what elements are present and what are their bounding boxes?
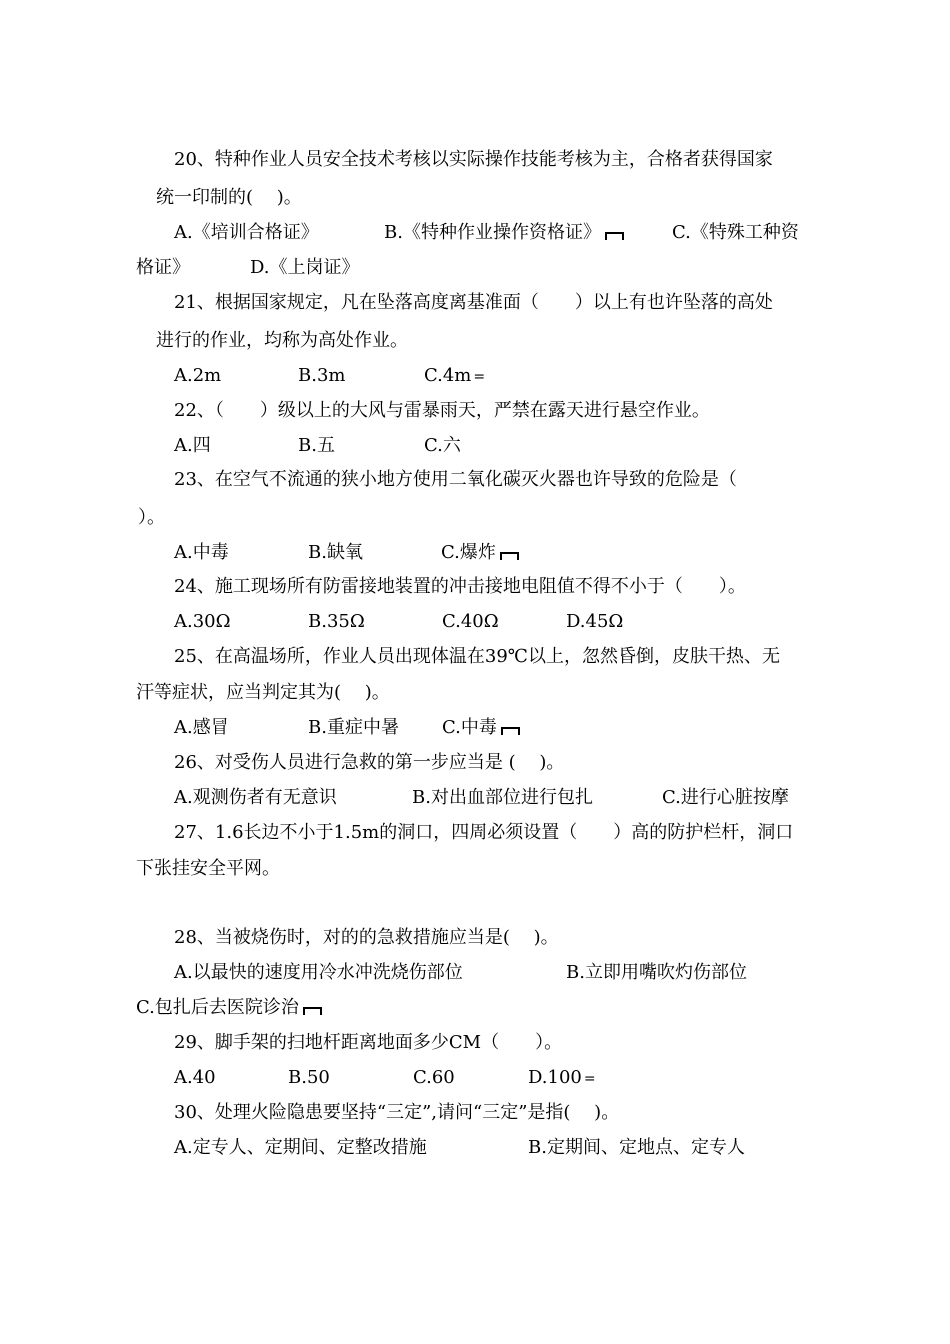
- q24-option-c: C.40Ω: [442, 611, 499, 632]
- q21-option-a: A.2m: [174, 365, 222, 386]
- q21-options: [0, 364, 950, 388]
- q26-stem: 26、对受伤人员进行急救的第一步应当是 ( )。: [174, 752, 565, 773]
- q20-option-b: B.《特种作业操作资格证》: [384, 221, 624, 245]
- q29-options: [0, 1066, 950, 1090]
- q23-options: [0, 541, 950, 565]
- q23-option-c: C.爆炸: [441, 541, 519, 565]
- q30-option-b: B.定期间、定地点、定专人: [528, 1137, 745, 1158]
- q29-stem: 29、脚手架的扫地杆距离地面多少CM（ ）。: [174, 1032, 563, 1053]
- equal-mark-icon: =: [473, 369, 486, 385]
- q25-option-c: C.中毒: [442, 716, 520, 740]
- q20-option-d: D.《上岗证》: [250, 257, 360, 278]
- bracket-mark-icon: [501, 727, 520, 735]
- equal-mark-icon: =: [583, 1071, 596, 1087]
- q30-options: [0, 1136, 950, 1160]
- q21-stem-line2: 进行的作业，均称为高处作业。: [156, 330, 408, 351]
- q22-option-a: A.四: [174, 435, 211, 456]
- q28-stem: 28、当被烧伤时，对的的急救措施应当是( )。: [174, 927, 559, 948]
- q21-option-c: C.4m =: [424, 364, 485, 389]
- q23-stem-line1: 23、在空气不流通的狭小地方使用二氧化碳灭火器也许导致的危险是（: [174, 469, 737, 490]
- q24-option-d: D.45Ω: [566, 611, 624, 632]
- q20-options-row1: [0, 221, 950, 245]
- q22-option-b: B.五: [298, 435, 335, 456]
- q20-option-c-part1: C.《特殊工种资: [672, 222, 799, 243]
- q27-stem-line2: 下张挂安全平网。: [136, 858, 280, 879]
- q20-stem-line1: 20、特种作业人员安全技术考核以实际操作技能考核为主，合格者获得国家: [174, 149, 773, 170]
- bracket-mark-icon: [500, 552, 519, 560]
- q26-option-c: C.进行心脏按摩: [662, 787, 789, 808]
- q24-options: [0, 610, 950, 634]
- q25-stem-line2: 汗等症状，应当判定其为( )。: [136, 682, 390, 703]
- q23-option-a: A.中毒: [174, 542, 229, 563]
- q29-option-a: A.40: [174, 1067, 216, 1088]
- q22-options: [0, 434, 950, 458]
- q20-options-row2: [0, 256, 950, 280]
- q27-stem-line1: 27、1.6长边不小于1.5m的洞口，四周必须设置（ ）高的防护栏杆，洞口: [174, 822, 794, 843]
- q21-option-b: B.3m: [298, 365, 346, 386]
- q30-stem: 30、处理火险隐患要坚持“三定”,请问“三定”是指( )。: [174, 1102, 620, 1123]
- bracket-mark-icon: [303, 1007, 322, 1015]
- q25-stem-line1: 25、在高温场所，作业人员出现体温在39℃以上，忽然昏倒，皮肤干热、无: [174, 646, 780, 667]
- q24-stem: 24、施工现场所有防雷接地装置的冲击接地电阻值不得不小于（ ）。: [174, 576, 746, 597]
- q24-option-a: A.30Ω: [174, 611, 231, 632]
- q25-option-a: A.感冒: [174, 717, 229, 738]
- q20-option-a: A.《培训合格证》: [174, 222, 319, 243]
- q25-options: [0, 716, 950, 740]
- q29-option-b: B.50: [288, 1067, 330, 1088]
- q28-option-a: A.以最快的速度用冷水冲洗烧伤部位: [174, 962, 463, 983]
- q26-option-a: A.观测伤者有无意识: [174, 787, 337, 808]
- q28-options-row1: [0, 961, 950, 985]
- q20-option-c-part2: 格证》: [136, 257, 190, 278]
- q21-stem-line1: 21、根据国家规定，凡在坠落高度离基准面（ ）以上有也许坠落的高处: [174, 292, 773, 313]
- q25-option-b: B.重症中暑: [308, 717, 399, 738]
- q22-stem: 22、（ ）级以上的大风与雷暴雨天，严禁在露天进行悬空作业。: [174, 400, 710, 421]
- q23-stem-line2: ）。: [138, 507, 165, 528]
- q28-option-c: C.包扎后去医院诊治: [136, 996, 322, 1020]
- q22-option-c: C.六: [424, 435, 461, 456]
- q24-option-b: B.35Ω: [308, 611, 365, 632]
- q28-option-b: B.立即用嘴吹灼伤部位: [566, 962, 747, 983]
- q23-option-b: B.缺氧: [308, 542, 363, 563]
- bracket-mark-icon: [605, 232, 624, 240]
- q26-option-b: B.对出血部位进行包扎: [412, 787, 593, 808]
- q29-option-d: D.100 =: [528, 1066, 596, 1091]
- q30-option-a: A.定专人、定期间、定整改措施: [174, 1137, 427, 1158]
- q29-option-c: C.60: [413, 1067, 455, 1088]
- q20-stem-line2: 统一印制的( )。: [156, 187, 302, 208]
- q26-options: [0, 786, 950, 810]
